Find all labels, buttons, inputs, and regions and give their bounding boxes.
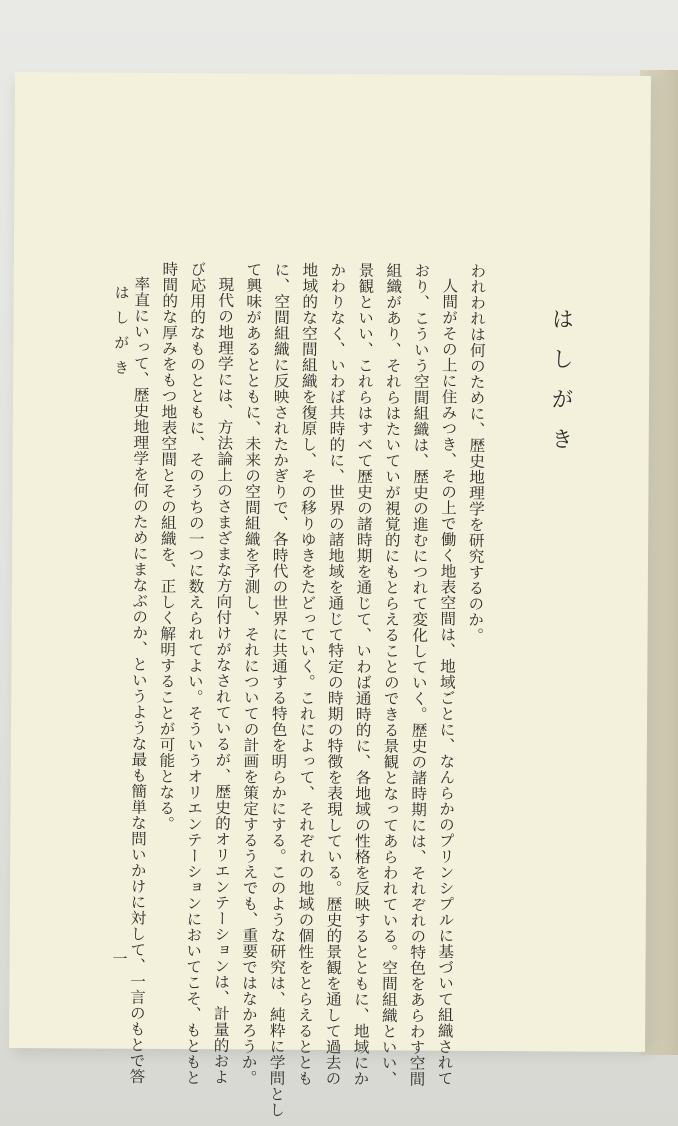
text-line: 率直にいって、歴史地理学を何のためにまなぶのか、というような最も簡単な問いかけに対して、一言のもとで答	[127, 275, 151, 1085]
text-line: に、空間組織に反映されたかぎりで、各時代の世界に共通する特色を明らかにする。このような研究は、純粋に学問とし	[267, 261, 291, 1118]
page-number: 一	[110, 950, 129, 966]
text-line: 地域的な空間組織を復原し、その移りゆきをたどっていく。これによって、それぞれの地域の個性をとらえるととも	[295, 261, 319, 1087]
text-line: おり、こういう空間組織は、歴史の進むにつれて変化していく。歴史の諸時期には、それぞれの特色をあらわす空間	[407, 262, 431, 1087]
text-line: 現代の地理学には、方法論上のさまざまな方向付けがなされているが、歴史的オリエンテーションは、計量的およ	[211, 276, 235, 1085]
page-title: はしがき	[547, 307, 574, 468]
text-line: 組織があり、それらはたいていが視覚的にもとらえることのできる景観となってあらわれている。空間組織といい、	[379, 262, 403, 1087]
book-page	[9, 72, 651, 1118]
running-head: はしがき	[112, 284, 131, 385]
text-line: び応用的なものとともに、そのうちの一つに数えられてよい。そういうオリエンテーションにおいてこそ、もともと	[183, 261, 207, 1086]
text-line: われわれは何のために、歴史地理学を研究するのか。	[466, 262, 487, 644]
text-line: 景観といい、これらはすべて歴史の諸時期を通じて、いわば通時的に、各地域の性格を反映するとともに、地域にか	[351, 262, 375, 1087]
text-line: 人間がその上に住みつき、その上で働く地表空間は、地域ごとに、なんらかのプリンシプルに基づいて組織されて	[435, 277, 459, 1087]
text-line: て興味があるとともに、未来の空間組織を予測し、それについての計画を策定するうえでも、重要ではなかろうか。	[239, 261, 263, 1086]
text-line: 時間的な厚みをもつ地表空間とその組織を、正しく解明することが可能となる。	[156, 260, 179, 832]
text-line: かわりなく、いわば共時的に、世界の諸地域を通じて特定の時期の特徴を表現している。歴史的景観を通して過去の	[323, 261, 347, 1087]
